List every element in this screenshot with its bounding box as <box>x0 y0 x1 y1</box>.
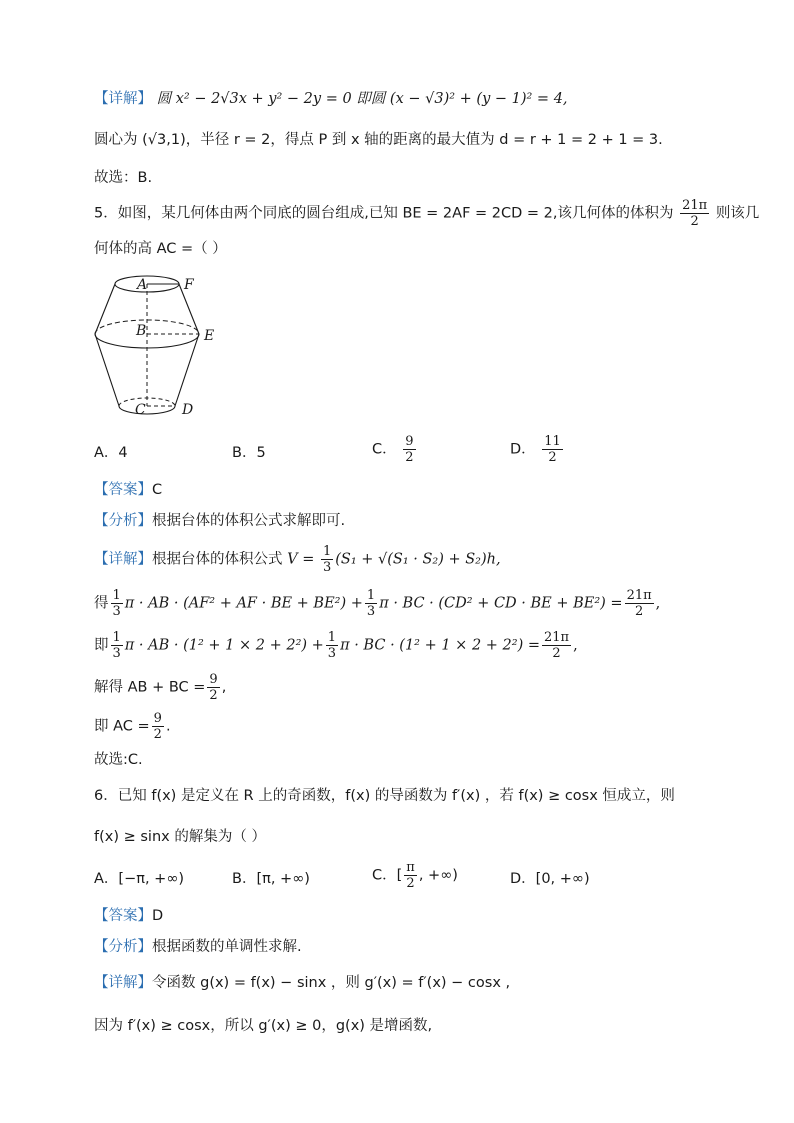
q5-answer: C <box>152 482 163 498</box>
third-den: 3 <box>112 604 121 619</box>
q5-option-c-label: C． <box>372 441 397 458</box>
label-E: E <box>204 328 215 344</box>
q6-option-c-fraction <box>404 860 417 891</box>
q6-option-d: D．[0, +∞) <box>510 871 590 887</box>
third-den-b: 3 <box>366 604 376 619</box>
q5-detail-line <box>94 544 501 575</box>
step-4-end: . <box>165 718 171 735</box>
question-5-text-tail: 则该几 <box>715 205 760 222</box>
q6-option-c <box>372 860 458 891</box>
question-5-line-1 <box>94 198 759 229</box>
q6-option-c-tail: , +∞) <box>418 867 458 884</box>
volume-numerator: 21π <box>682 198 708 213</box>
step-2-body-b: π · BC · (1² + 1 × 2 + 2²) = <box>340 637 540 654</box>
step-3-den: 2 <box>209 688 218 703</box>
circle-equation: 圆 x² − 2√3x + y² − 2y = 0 即圆 (x − √3)² + (y − 1)² = 4, <box>156 91 568 107</box>
q6-option-c-den: 2 <box>406 876 415 891</box>
step-4-prefix: 即 AC = <box>94 718 150 735</box>
detail-line-1 <box>94 89 568 109</box>
q6-answer: D <box>152 908 164 924</box>
step-1-third-b <box>365 588 377 619</box>
step-3-fraction <box>207 672 219 703</box>
q5-step-2 <box>94 630 578 661</box>
step-1-end: , <box>655 595 661 612</box>
detail-tag-2: 【详解】 <box>94 551 152 568</box>
q5-option-d-fraction <box>542 434 563 465</box>
third-den-d: 3 <box>327 646 337 661</box>
label-B: B <box>136 323 147 339</box>
q5-option-d-label: D． <box>510 441 536 458</box>
question-6-line-1: 6．已知 f(x) 是定义在 R 上的奇函数，f(x) 的导函数为 f′(x) ，若 f(x) ≥ cosx 恒成立，则 <box>94 788 675 804</box>
formula-rhs: (S₁ + √(S₁ · S₂) + S₂)h, <box>335 551 501 568</box>
step-2-third-b <box>326 630 338 661</box>
q6-option-b: B．[π, +∞) <box>232 871 310 887</box>
q5-option-c-num: 9 <box>405 434 414 449</box>
q6-detail-a: 令函数 g(x) = f(x) − sinx ，则 g′(x) = f′(x) − cosx , <box>152 975 511 991</box>
step-1-body-a: π · AB · (AF² + AF · BE + BE²) + <box>124 595 363 612</box>
bottom-circle-front <box>119 406 175 414</box>
step-1-third-a <box>111 588 123 619</box>
q5-option-d <box>510 434 565 465</box>
q5-option-a: A．4 <box>94 445 128 461</box>
q5-step-1 <box>94 588 660 619</box>
step-1-rhs <box>625 588 654 619</box>
step-4-num: 9 <box>153 711 162 726</box>
step-3-num: 9 <box>209 672 218 687</box>
formula-num: 1 <box>322 544 332 559</box>
label-C: C <box>135 402 146 418</box>
step-2-rhs <box>542 630 571 661</box>
frustum-figure <box>90 272 230 422</box>
third-num-b: 1 <box>366 588 376 603</box>
detail-tag: 【详解】 <box>94 91 152 107</box>
q5-option-d-num: 11 <box>544 434 561 449</box>
volume-fraction <box>680 198 709 229</box>
question-5-line-2: 何体的高 AC =（ ） <box>94 241 227 257</box>
step-1-rhs-den: 2 <box>634 604 644 619</box>
q6-answer-line <box>94 906 163 926</box>
q5-option-d-den: 2 <box>548 450 557 465</box>
formula-lhs: V = <box>287 551 315 568</box>
third-num-c: 1 <box>112 630 121 645</box>
label-F: F <box>184 277 194 293</box>
q6-answer-tag: 【答案】 <box>94 908 152 924</box>
answer-tag: 【答案】 <box>94 482 152 498</box>
q5-analysis: 根据台体的体积公式求解即可. <box>152 513 346 529</box>
q6-option-a: A．[−π, +∞) <box>94 871 185 887</box>
volume-denominator: 2 <box>690 214 699 229</box>
third-num: 1 <box>112 588 121 603</box>
step-2-third-a <box>111 630 123 661</box>
q5-analysis-line <box>94 511 345 531</box>
question-5-text: 5．如图，某几何体由两个同底的圆台组成,已知 BE = 2AF = 2CD = 2,该几何体的体积为 <box>94 205 674 222</box>
step-4-den: 2 <box>153 727 162 742</box>
q5-detail-text: 根据台体的体积公式 <box>152 551 283 568</box>
step-2-end: , <box>573 637 578 654</box>
label-D: D <box>182 402 194 418</box>
q5-option-c-den: 2 <box>405 450 414 465</box>
step-1-rhs-num: 21π <box>626 588 652 603</box>
detail-line-2: 圆心为 (√3,1)，半径 r = 2，得点 P 到 x 轴的距离的最大值为 d = r + 1 = 2 + 1 = 3. <box>94 132 663 148</box>
q6-option-c-num: π <box>406 860 415 875</box>
q5-option-c-fraction <box>403 434 415 465</box>
step-1-body-b: π · BC · (CD² + CD · BE + BE²) = <box>379 595 623 612</box>
step-2-prefix: 即 <box>94 637 109 654</box>
q5-option-c <box>372 434 418 465</box>
third-num-d: 1 <box>327 630 337 645</box>
q5-step-3 <box>94 672 226 703</box>
choose-line: 故选：B. <box>94 170 153 186</box>
step-2-body-a: π · AB · (1² + 1 × 2 + 2²) + <box>124 637 324 654</box>
q5-step-4 <box>94 711 171 742</box>
question-6-line-2: f(x) ≥ sinx 的解集为（ ） <box>94 829 266 845</box>
step-1-prefix: 得 <box>94 595 109 612</box>
q6-option-c-bracket: [ <box>396 867 403 884</box>
step-2-rhs-den: 2 <box>552 646 561 661</box>
formula-fraction <box>321 544 333 575</box>
step-3-prefix: 解得 AB + BC = <box>94 679 206 696</box>
q6-detail-line-1 <box>94 973 510 993</box>
q5-choose: 故选:C. <box>94 752 143 768</box>
q6-detail-line-2: 因为 f′(x) ≥ cosx，所以 g′(x) ≥ 0，g(x) 是增函数, <box>94 1018 433 1034</box>
q6-detail-tag: 【详解】 <box>94 975 152 991</box>
step-2-rhs-num: 21π <box>543 630 570 645</box>
upper-left-generatrix <box>95 284 115 334</box>
step-3-end: , <box>221 679 227 696</box>
q6-analysis-tag: 【分析】 <box>94 939 152 955</box>
formula-den: 3 <box>322 560 332 575</box>
q6-analysis: 根据函数的单调性求解. <box>152 939 302 955</box>
analysis-tag: 【分析】 <box>94 513 152 529</box>
q5-answer-line <box>94 480 162 500</box>
step-4-fraction <box>152 711 164 742</box>
label-A: A <box>137 277 148 293</box>
q6-analysis-line <box>94 937 302 957</box>
q5-option-b: B．5 <box>232 445 266 461</box>
q6-option-c-label: C． <box>372 867 397 884</box>
third-den-c: 3 <box>112 646 121 661</box>
